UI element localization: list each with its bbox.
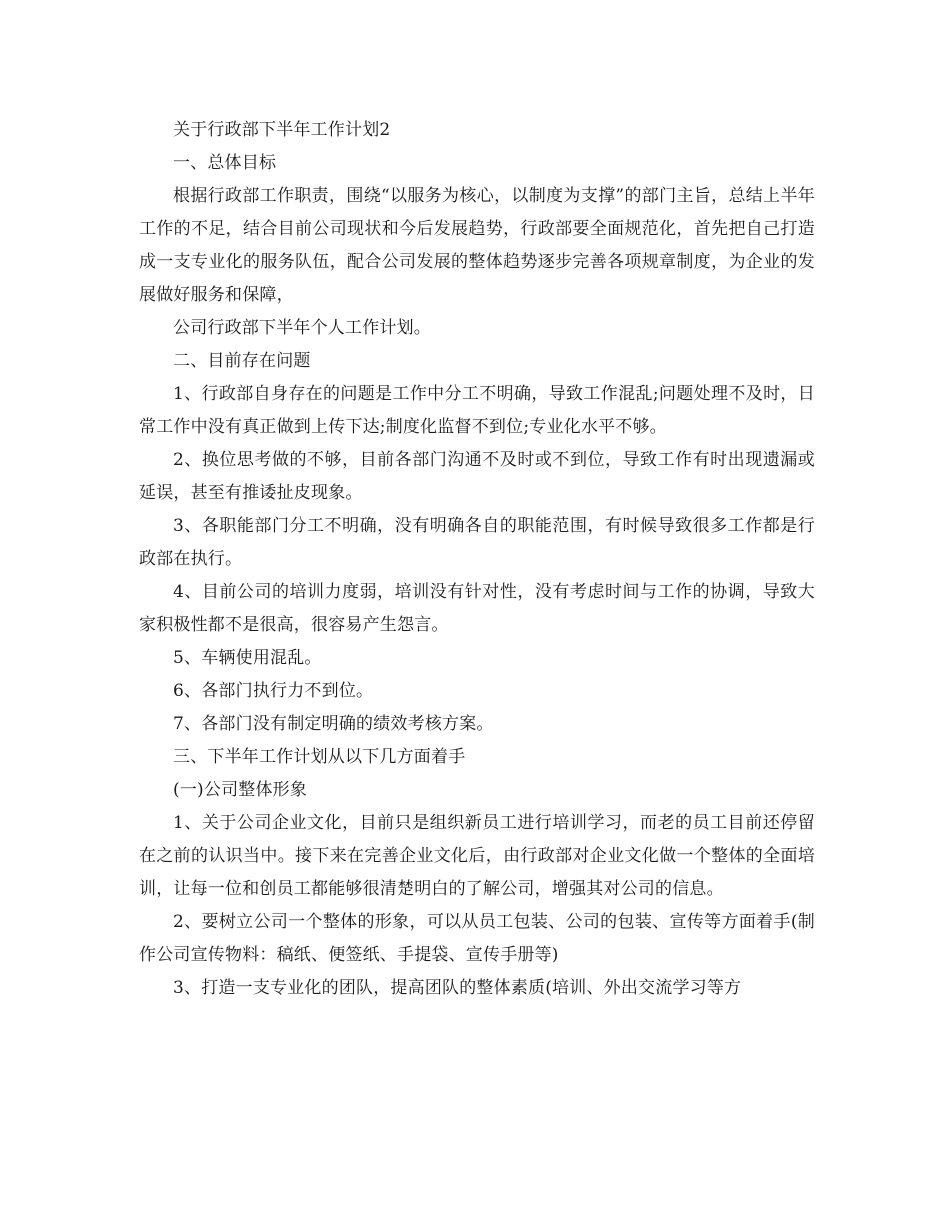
problem-item-7: 7、各部门没有制定明确的绩效考核方案。 [173,714,494,734]
section-heading-existing-problems: 二、目前存在问题 [173,351,311,371]
problem-item-4: 4、目前公司的培训力度弱，培训没有针对性，没有考虑时间与工作的协调，导致大家积极性都不是很高，很容易产生怨言。 [139,582,815,635]
paragraph-plan-note: 公司行政部下半年个人工作计划。 [173,318,431,338]
section-heading-overall-goal: 一、总体目标 [173,153,277,173]
problem-item-1: 1、行政部自身存在的问题是工作中分工不明确，导致工作混乱;问题处理不及时，日常工作中没有真正做到上传下达;制度化监督不到位;专业化水平不够。 [139,384,815,437]
document-title: 关于行政部下半年工作计划2 [173,120,391,140]
paragraph-goal-description: 根据行政部工作职责，围绕“以服务为核心，以制度为支撑”的部门主旨，总结上半年工作的不足，结合目前公司现状和今后发展趋势，行政部要全面规范化，首先把自己打造成一支专业化的服务队伍，配合公司发展的整体趋势逐步完善各项规章制度，为企业的发展做好服务和保障， [139,186,815,305]
document-body [139,114,815,1005]
plan-item-1: 1、关于公司企业文化，目前只是组织新员工进行培训学习，而老的员工目前还停留在之前的认识当中。接下来在完善企业文化后，由行政部对企业文化做一个整体的全面培训，让每一位和创员工都能够很清楚明白的了解公司，增强其对公司的信息。 [139,813,815,899]
plan-item-2: 2、要树立公司一个整体的形象，可以从员工包装、公司的包装、宣传等方面着手(制作公司宣传物料：稿纸、便签纸、手提袋、宣传手册等) [139,912,815,965]
section-heading-work-plan: 三、下半年工作计划从以下几方面着手 [173,747,466,767]
subsection-heading-company-image: (一)公司整体形象 [173,780,308,800]
problem-item-6: 6、各部门执行力不到位。 [173,681,374,701]
problem-item-5: 5、车辆使用混乱。 [173,648,322,668]
problem-item-2: 2、换位思考做的不够，目前各部门沟通不及时或不到位，导致工作有时出现遗漏或延误，甚至有推诿扯皮现象。 [139,450,815,503]
plan-item-3: 3、打造一支专业化的团队，提高团队的整体素质(培训、外出交流学习等方 [173,978,742,998]
problem-item-3: 3、各职能部门分工不明确，没有明确各自的职能范围，有时候导致很多工作都是行政部在执行。 [139,516,815,569]
